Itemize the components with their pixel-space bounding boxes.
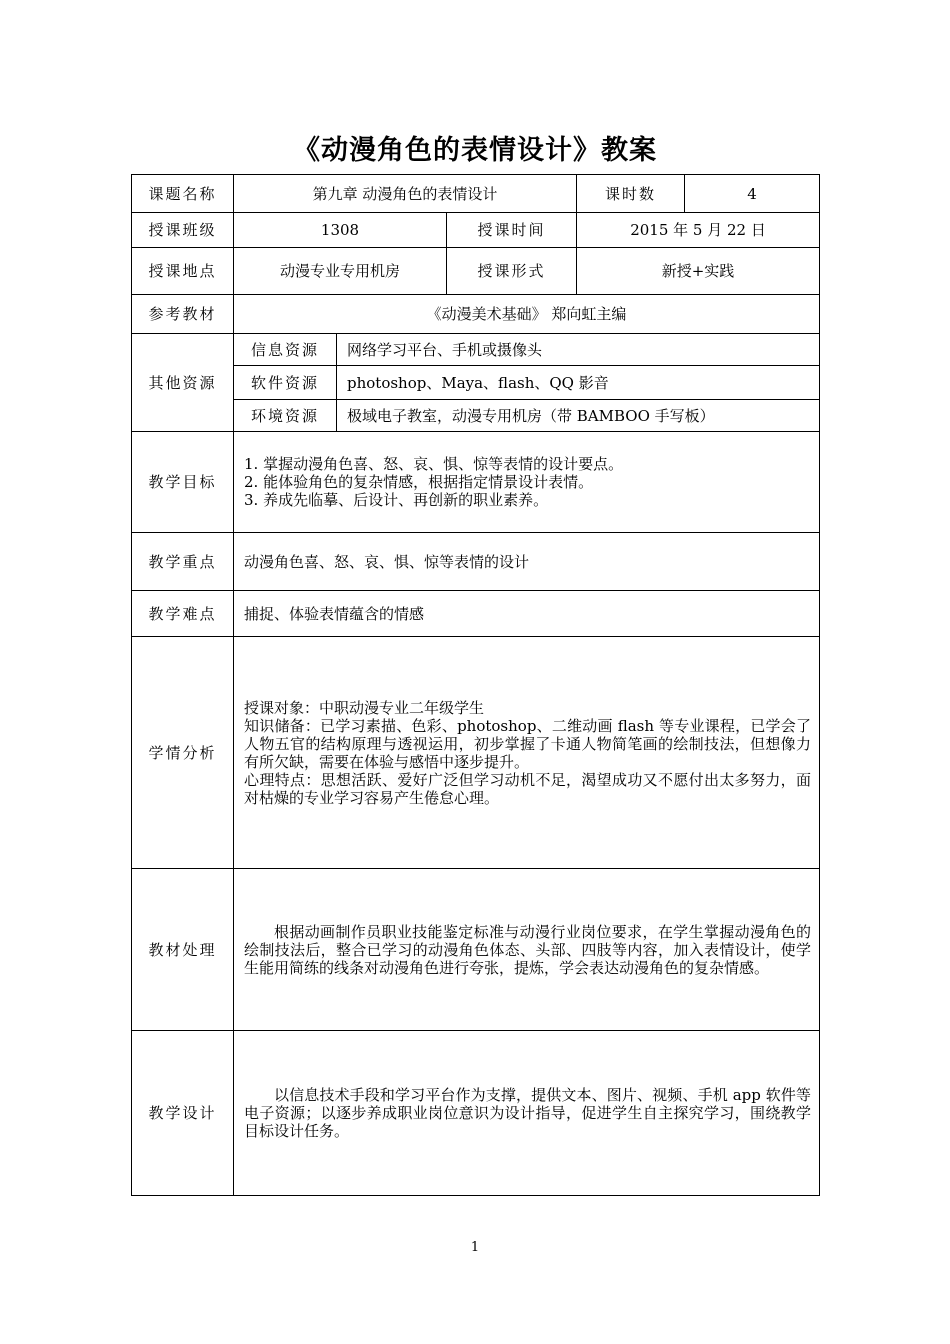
key-point-value: 动漫角色喜、怒、哀、惧、惊等表情的设计 bbox=[234, 533, 820, 591]
student-analysis bbox=[234, 637, 820, 869]
course-name-label: 课题名称 bbox=[132, 175, 234, 213]
resource-detail: 极域电子教室，动漫专用机房（带 BAMBOO 手写板） bbox=[337, 400, 820, 432]
material-processing-label: 教材处理 bbox=[132, 869, 234, 1031]
page-number: 1 bbox=[470, 1240, 480, 1255]
key-point-label: 教学重点 bbox=[132, 533, 234, 591]
form-label: 授课形式 bbox=[447, 248, 577, 295]
other-resources-label: 其他资源 bbox=[132, 334, 234, 432]
analysis-paragraph: 知识储备：已学习素描、色彩、photoshop、二维动画 flash 等专业课程，已学会了人物五官的结构原理与透视运用，初步掌握了卡通人物简笔画的绘制技法，但想像力有所欠缺，需要在体验与感悟中逐步提升。 bbox=[244, 716, 812, 771]
material-processing bbox=[234, 869, 820, 1031]
resource-type: 软件资源 bbox=[234, 366, 337, 400]
goals-label: 教学目标 bbox=[132, 432, 234, 533]
analysis-paragraph: 心理特点：思想活跃、爱好广泛但学习动机不足，渴望成功又不愿付出太多努力，面对枯燥的专业学习容易产生倦怠心理。 bbox=[244, 770, 812, 807]
class-label: 授课班级 bbox=[132, 213, 234, 248]
goal-item: 1. 掌握动漫角色喜、怒、哀、惧、惊等表情的设计要点。 bbox=[244, 455, 624, 473]
class-value: 1308 bbox=[234, 213, 447, 248]
goal-item: 2. 能体验角色的复杂情感，根据指定情景设计表情。 bbox=[244, 473, 594, 491]
textbook-label: 参考教材 bbox=[132, 295, 234, 334]
hours-label: 课时数 bbox=[577, 175, 685, 213]
place-value: 动漫专业专用机房 bbox=[234, 248, 447, 295]
time-value: 2015 年 5 月 22 日 bbox=[577, 213, 820, 248]
hours-value: 4 bbox=[685, 175, 820, 213]
design-paragraph: 以信息技术手段和学习平台作为支撑，提供文本、图片、视频、手机 app 软件等电子资源；以逐步养成职业岗位意识为设计指导，促进学生自主探究学习，围绕教学目标设计任务。 bbox=[244, 1086, 812, 1140]
analysis-paragraph: 授课对象：中职动漫专业二年级学生 bbox=[244, 698, 485, 717]
form-value: 新授+实践 bbox=[577, 248, 820, 295]
textbook-value: 《动漫美术基础》 郑向虹主编 bbox=[234, 295, 820, 334]
material-paragraph: 根据动画制作员职业技能鉴定标准与动漫行业岗位要求，在学生掌握动漫角色的绘制技法后，整合已学习的动漫角色体态、头部、四肢等内容，加入表情设计，使学生能用简练的线条对动漫角色进行夸张，提炼，学会表达动漫角色的复杂情感。 bbox=[244, 922, 812, 977]
lesson-plan-table bbox=[131, 174, 820, 1196]
time-label: 授课时间 bbox=[447, 213, 577, 248]
teaching-design-label: 教学设计 bbox=[132, 1031, 234, 1196]
goals-list bbox=[234, 432, 820, 533]
resource-detail: 网络学习平台、手机或摄像头 bbox=[337, 334, 820, 366]
difficulty-label: 教学难点 bbox=[132, 591, 234, 637]
course-name-value: 第九章 动漫角色的表情设计 bbox=[234, 175, 577, 213]
resource-detail: photoshop、Maya、flash、QQ 影音 bbox=[337, 366, 820, 400]
document-title: 《动漫角色的表情设计》教案 bbox=[293, 135, 657, 166]
place-label: 授课地点 bbox=[132, 248, 234, 295]
difficulty-value: 捕捉、体验表情蕴含的情感 bbox=[234, 591, 820, 637]
teaching-design bbox=[234, 1031, 820, 1196]
student-analysis-label: 学情分析 bbox=[132, 637, 234, 869]
resource-type: 信息资源 bbox=[234, 334, 337, 366]
goal-item: 3. 养成先临摹、后设计、再创新的职业素养。 bbox=[244, 491, 549, 509]
resource-type: 环境资源 bbox=[234, 400, 337, 432]
